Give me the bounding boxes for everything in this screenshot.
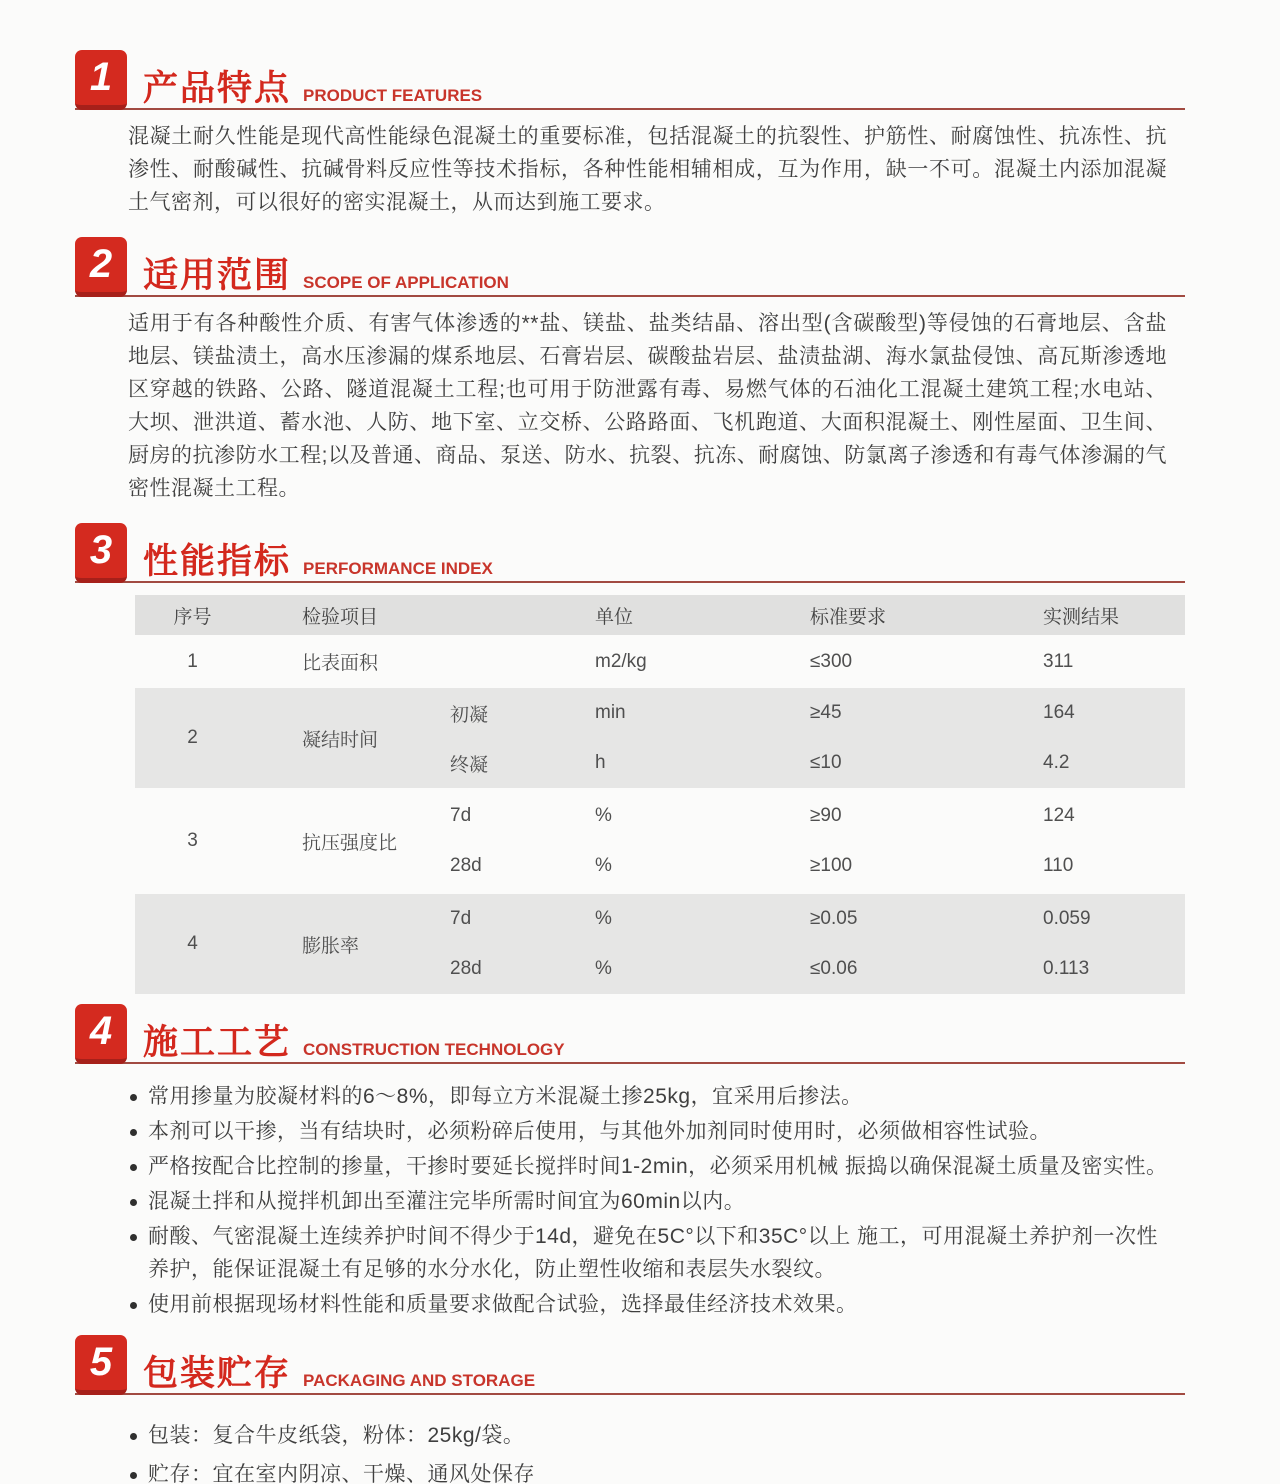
cell-result: 0.059 <box>1043 908 1091 929</box>
product-datasheet-page <box>75 48 1185 1484</box>
cell-sub: 7d <box>450 908 472 929</box>
section-3-header <box>75 521 1185 583</box>
cell-sub: 28d <box>450 855 482 876</box>
list-item <box>128 1080 1175 1113</box>
bullet-icon <box>128 1220 148 1253</box>
table-header-row <box>135 595 1185 635</box>
cell-result: 110 <box>1043 855 1074 876</box>
cell-unit: % <box>595 958 612 979</box>
cell-req: ≤10 <box>810 752 842 773</box>
cell-unit: m2/kg <box>595 650 647 672</box>
section-number: 3 <box>89 528 113 572</box>
section-title-en: SCOPE OF APPLICATION <box>303 273 509 292</box>
header-unit: 单位 <box>595 606 634 628</box>
product-features-paragraph: 混凝土耐久性能是现代高性能绿色混凝土的重要标准，包括混凝土的抗裂性、护筋性、耐腐蚀性、抗冻性、抗渗性、耐酸碱性、抗碱骨料反应性等技术指标，各种性能相辅相成，互为作用，缺一不可。混凝土内添加混凝土气密剂，可以很好的密实混凝土，从而达到施工要求。 <box>128 125 1167 214</box>
section-title-en: PERFORMANCE INDEX <box>303 559 493 578</box>
cell-no: 2 <box>187 727 198 748</box>
bullet-icon <box>128 1150 148 1183</box>
cell-req: ≥0.05 <box>810 908 858 929</box>
bullet-icon <box>128 1288 148 1321</box>
cell-unit: min <box>595 702 626 723</box>
cell-sub <box>445 638 590 685</box>
section-title-zh: 产品特点 <box>143 69 292 108</box>
section-underline <box>75 1393 1185 1395</box>
section-underline <box>75 295 1185 297</box>
section-1-header <box>75 48 1185 110</box>
section-number: 2 <box>89 242 113 286</box>
section-title-zh: 适用范围 <box>143 256 292 295</box>
cell-req: ≥90 <box>810 805 842 826</box>
section-2-header <box>75 235 1185 297</box>
section-number: 1 <box>89 55 113 99</box>
section-4-titles <box>143 1025 565 1064</box>
section-3-titles <box>143 544 493 583</box>
bullet-icon <box>128 1185 148 1218</box>
cell-req: ≥100 <box>810 855 853 876</box>
section-title-en: PRODUCT FEATURES <box>303 86 483 105</box>
cell-unit: % <box>595 805 612 826</box>
packaging-storage-list <box>128 1419 1175 1484</box>
cell-unit: % <box>595 908 612 929</box>
cell-result: 0.113 <box>1043 958 1090 979</box>
cell-item: 膨胀率 <box>302 935 360 957</box>
list-item <box>128 1288 1175 1321</box>
section-title-zh: 施工工艺 <box>143 1023 292 1062</box>
cell-result: 124 <box>1043 805 1075 826</box>
header-item: 检验项目 <box>302 606 379 628</box>
section-5-header <box>75 1333 1185 1395</box>
section-5-number-badge <box>75 1335 127 1395</box>
bullet-icon <box>128 1080 148 1113</box>
cell-result: 4.2 <box>1043 752 1070 773</box>
section-underline <box>75 581 1185 583</box>
bullet-icon <box>128 1419 148 1452</box>
construction-steps-list <box>128 1080 1175 1321</box>
cell-no: 3 <box>187 830 198 851</box>
cell-no: 4 <box>187 933 198 954</box>
section-4-number-badge <box>75 1004 127 1064</box>
cell-item: 凝结时间 <box>302 729 379 751</box>
section-2-number-badge <box>75 237 127 297</box>
cell-no: 1 <box>187 650 198 672</box>
bullet-text: 混凝土拌和从搅拌机卸出至灌注完毕所需时间宜为60min以内。 <box>148 1190 746 1213</box>
cell-item: 抗压强度比 <box>302 832 398 854</box>
bullet-text: 贮存：宜在室内阴凉、干燥、通风处保存 <box>148 1463 535 1484</box>
list-item <box>128 1150 1175 1183</box>
table-row <box>135 688 1185 788</box>
list-item <box>128 1458 1175 1484</box>
cell-req: ≤300 <box>810 650 853 672</box>
section-3-number-badge <box>75 523 127 583</box>
header-result: 实测结果 <box>1043 606 1120 628</box>
bullet-icon <box>128 1115 148 1148</box>
scope-paragraph: 适用于有各种酸性介质、有害气体渗透的**盐、镁盐、盐类结晶、溶出型(含碳酸型)等侵蚀的石膏地层、含盐地层、镁盐渍土，高水压渗漏的煤系地层、石膏岩层、碳酸盐岩层、盐渍盐湖、海水氯盐侵蚀、高瓦斯渗透地区穿越的铁路、公路、隧道混凝土工程;也可用于防泄露有毒、易燃气体的石油化工混凝土建筑工程;水电站、大坝、泄洪道、蓄水池、人防、地下室、立交桥、公路路面、飞机跑道、大面积混凝土、刚性屋面、卫生间、厨房的抗渗防水工程;以及普通、商品、泵送、防水、抗裂、抗冻、耐腐蚀、防氯离子渗透和有毒气体渗漏的气密性混凝土工程。 <box>128 312 1167 500</box>
cell-unit: % <box>595 855 612 876</box>
bullet-text: 常用掺量为胶凝材料的6～8%，即每立方米混凝土掺25kg，宜采用后掺法。 <box>148 1085 863 1108</box>
section-1-titles <box>143 71 482 110</box>
section-scope-of-application <box>75 235 1185 505</box>
section-1-number-badge <box>75 50 127 110</box>
section-title-en: CONSTRUCTION TECHNOLOGY <box>303 1040 565 1059</box>
table-row <box>135 638 1185 685</box>
bullet-text: 严格按配合比控制的掺量，干掺时要延长搅拌时间1-2min，必须采用机械 振捣以确保混凝土质量及密实性。 <box>148 1155 1168 1178</box>
list-item <box>128 1220 1175 1286</box>
table-row <box>135 894 1185 994</box>
bullet-text: 本剂可以干掺，当有结块时，必须粉碎后使用，与其他外加剂同时使用时，必须做相容性试验。 <box>148 1120 1051 1143</box>
cell-sub: 7d <box>450 805 472 826</box>
section-number: 5 <box>89 1340 113 1384</box>
header-req: 标准要求 <box>810 606 887 628</box>
cell-result: 311 <box>1043 650 1074 672</box>
section-title-zh: 包装贮存 <box>143 1354 292 1393</box>
cell-req: ≤0.06 <box>810 958 858 979</box>
list-item <box>128 1115 1175 1148</box>
cell-result: 164 <box>1043 702 1075 723</box>
bullet-text: 包装：复合牛皮纸袋，粉体：25kg/袋。 <box>148 1424 525 1447</box>
section-packaging-and-storage <box>75 1333 1185 1484</box>
performance-index-table <box>135 595 1185 994</box>
cell-req: ≥45 <box>810 702 842 723</box>
bullet-icon <box>128 1458 148 1484</box>
section-underline <box>75 1062 1185 1064</box>
list-item <box>128 1419 1175 1452</box>
list-item <box>128 1185 1175 1218</box>
section-4-header <box>75 1002 1185 1064</box>
cell-sub: 终凝 <box>450 754 489 776</box>
header-no: 序号 <box>173 606 212 628</box>
cell-sub: 初凝 <box>450 704 489 726</box>
bullet-text: 耐酸、气密混凝土连续养护时间不得少于14d，避免在5C°以下和35C°以上 施工，可用混凝土养护剂一次性养护，能保证混凝土有足够的水分水化，防止塑性收缩和表层失水裂纹。 <box>148 1225 1159 1281</box>
table-row <box>135 791 1185 891</box>
cell-sub: 28d <box>450 958 482 979</box>
section-product-features <box>75 48 1185 219</box>
section-construction-technology <box>75 1002 1185 1321</box>
section-performance-index <box>75 521 1185 994</box>
section-2-titles <box>143 258 509 297</box>
cell-item: 比表面积 <box>302 653 379 674</box>
section-5-titles <box>143 1356 535 1395</box>
section-number: 4 <box>89 1009 113 1053</box>
section-title-en: PACKAGING AND STORAGE <box>303 1371 536 1390</box>
section-title-zh: 性能指标 <box>143 542 292 581</box>
cell-unit: h <box>595 752 606 773</box>
bullet-text: 使用前根据现场材料性能和质量要求做配合试验，选择最佳经济技术效果。 <box>148 1293 858 1316</box>
section-underline <box>75 108 1185 110</box>
